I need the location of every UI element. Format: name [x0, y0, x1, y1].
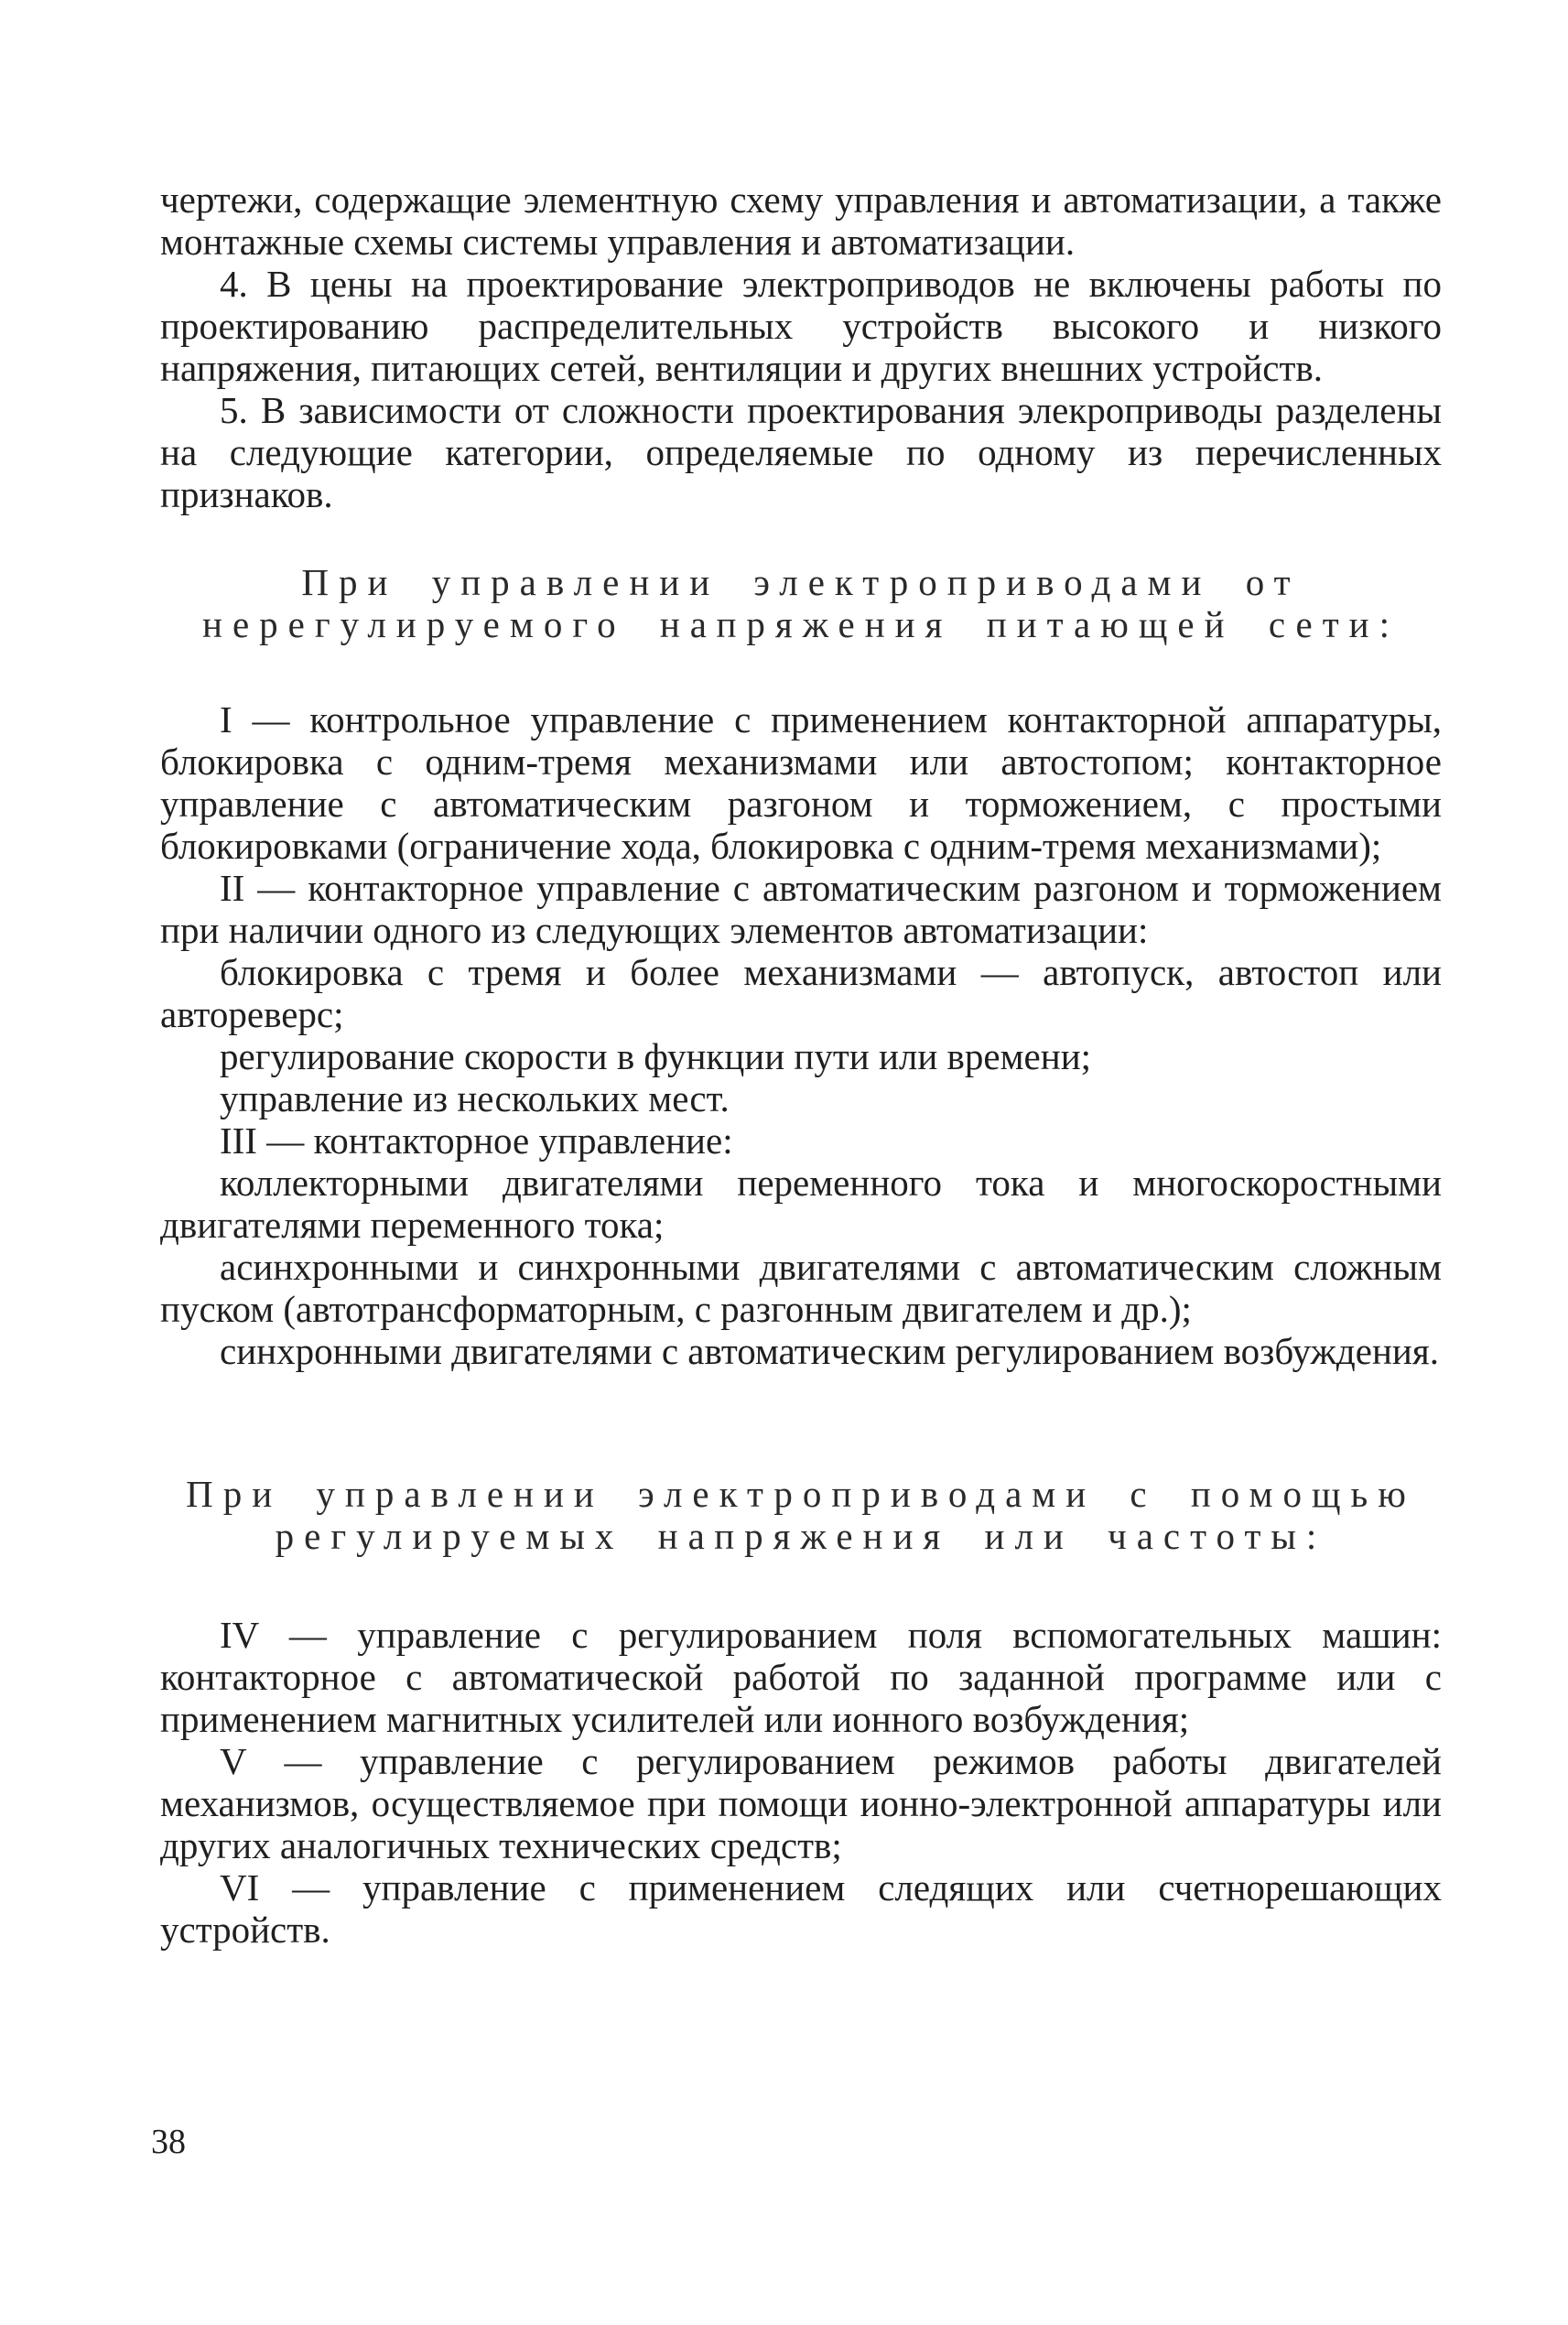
category-VI: VI — управление с применением следящих или счетнорешающих устройств. [160, 1866, 1442, 1951]
paragraph-5: 5. В зависимости от сложности проектирования элекроприводы разделены на следующие категории, определяемые по одному из перечисленных признаков. [160, 389, 1442, 515]
section-heading-unregulated: При управлении электроприводами от нерегулируемого напряжения питающей сети: [202, 561, 1400, 645]
category-III: III — контакторное управление: [220, 1119, 733, 1162]
paragraph-4: 4. В цены на проектирование электроприводов не включены работы по проектированию распределительных устройств высокого и низкого напряжения, питающих сетей, вентиляции и других внешних устройств. [160, 263, 1442, 389]
category-II: II — контакторное управление с автоматическим разгоном и торможением при наличии одного из следующих элементов автоматизации: [160, 867, 1442, 951]
category-III-item-1: коллекторными двигателями переменного тока и многоскоростными двигателями переменного тока; [160, 1162, 1442, 1246]
category-I: I — контрольное управление с применением контакторной аппаратуры, блокировка с одним-тремя механизмами или автостопом; контакторное управление с автоматическим разгоном и торможением, с простыми блокировками (ограничение хода, блокировка с одним-тремя механизмами); [160, 698, 1442, 867]
document-page [160, 178, 1442, 1951]
category-III-item-2: асинхронными и синхронными двигателями с автоматическим сложным пуском (автотрансформаторным, с разгонным двигателем и др.); [160, 1246, 1442, 1330]
page-number: 38 [151, 2123, 186, 2161]
paragraph-continuation: чертежи, содержащие элементную схему управления и автоматизации, а также монтажные схемы системы управления и автоматизации. [160, 178, 1442, 263]
category-III-item-3: синхронными двигателями с автоматическим регулированием возбуждения. [220, 1330, 1439, 1372]
category-II-item-2: регулирование скорости в функции пути или времени; [220, 1035, 1092, 1077]
category-IV: IV — управление с регулированием поля вспомогательных машин: контакторное с автоматической работой по заданной программе или с применением магнитных усилителей или ионного возбуждения; [160, 1614, 1442, 1740]
category-II-item-1: блокировка с тремя и более механизмами — автопуск, автостоп или автореверс; [160, 951, 1442, 1035]
category-V: V — управление с регулированием режимов работы двигателей механизмов, осуществляемое при помощи ионно-электронной аппаратуры или других аналогичных технических средств; [160, 1740, 1442, 1866]
section-heading-regulated: При управлении электроприводами с помощью регулируемых напряжения или частоты: [186, 1473, 1416, 1557]
category-II-item-3: управление из нескольких мест. [220, 1077, 730, 1119]
